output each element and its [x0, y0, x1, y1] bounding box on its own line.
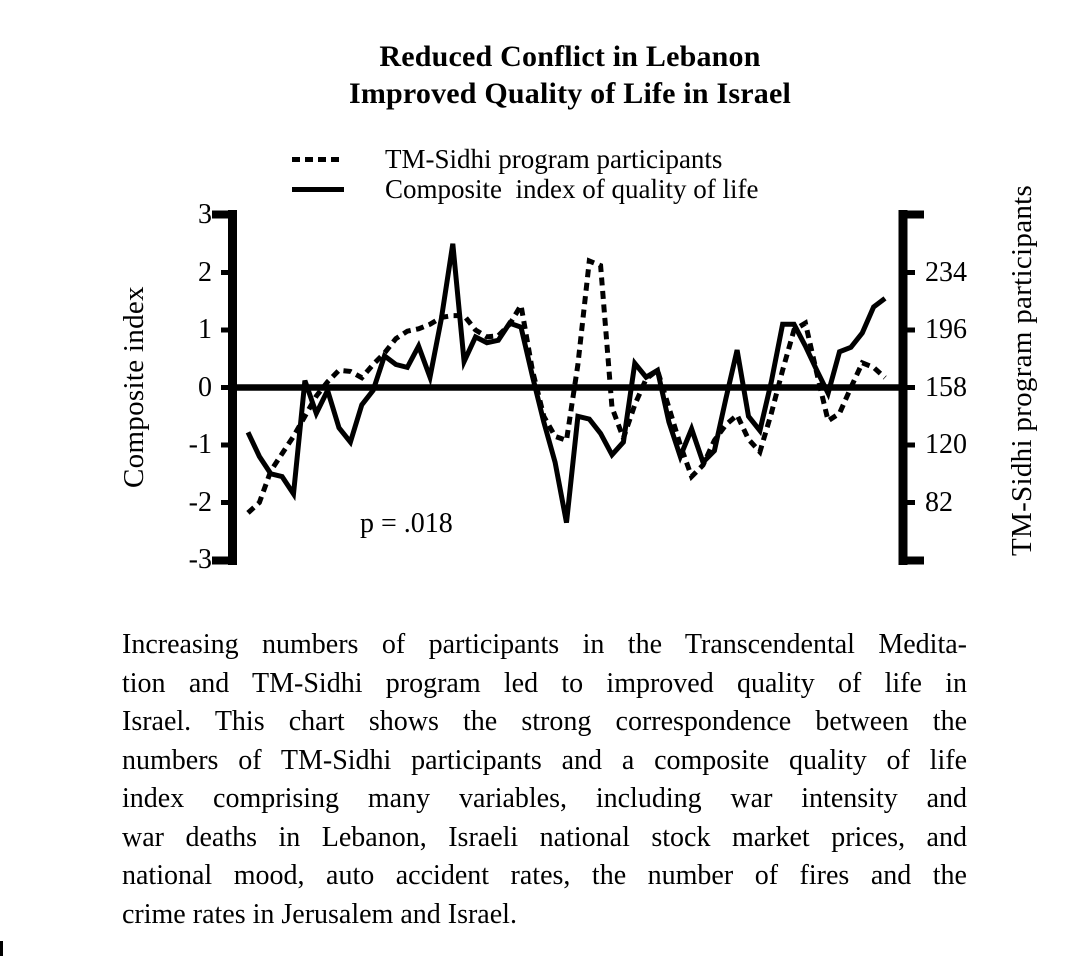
right-axis-title: TM-Sidhi program participants [1006, 184, 1038, 556]
left-axis-tick-label: -1 [188, 429, 212, 460]
line-chart-plot [208, 205, 908, 570]
right-axis-tick-label: 120 [925, 429, 967, 460]
legend-label-participants: TM-Sidhi program participants [385, 143, 723, 174]
caption-line: tion and TM-Sidhi program led to improved quality of life in [122, 667, 967, 699]
legend-label-composite: Composite index of quality of life [385, 173, 759, 204]
right-axis-tick-label: 234 [925, 256, 967, 288]
left-axis-tick-label: 1 [198, 314, 212, 345]
caption-line: index comprising many variables, including war intensity and [122, 783, 967, 814]
left-axis-tick-label: 2 [198, 256, 212, 288]
scan-artifact-mark [0, 941, 3, 956]
chart-title [56, 38, 1084, 112]
right-axis-tick-label: 196 [925, 314, 967, 345]
right-axis-tick-label: 82 [925, 486, 953, 518]
caption-line: numbers of TM-Sidhi participants and a composite quality of life [122, 744, 967, 776]
left-axis-title: Composite index [118, 286, 150, 489]
legend-item-participants [292, 144, 758, 174]
right-axis-tick-label: 158 [925, 371, 967, 403]
chart-title-line1: Reduced Conflict in Lebanon [379, 40, 761, 73]
legend-item-composite [292, 174, 758, 204]
caption-paragraph [122, 626, 967, 934]
chart-title-line2: Improved Quality of Life in Israel [348, 77, 792, 110]
caption-line: war deaths in Lebanon, Israeli national stock market prices, and [122, 821, 967, 853]
left-axis-tick-label: 0 [198, 371, 212, 403]
left-axis-tick-label: 3 [198, 199, 212, 230]
caption-line: Israel. This chart shows the strong correspondence between the [122, 706, 967, 737]
solid-line-swatch-icon [292, 187, 344, 192]
left-axis-tick-label: -2 [188, 486, 212, 518]
caption-line: national mood, auto accident rates, the number of fires and the [122, 860, 967, 891]
caption-line: Increasing numbers of participants in the Transcendental Medita- [122, 629, 967, 660]
dashed-line-swatch-icon [292, 157, 344, 162]
composite-solid-line [248, 244, 885, 523]
p-value-annotation: p = .018 [360, 508, 453, 539]
caption-line: crime rates in Jerusalem and Israel. [122, 898, 517, 930]
left-axis-tick-label: -3 [188, 544, 212, 575]
legend [292, 144, 758, 204]
